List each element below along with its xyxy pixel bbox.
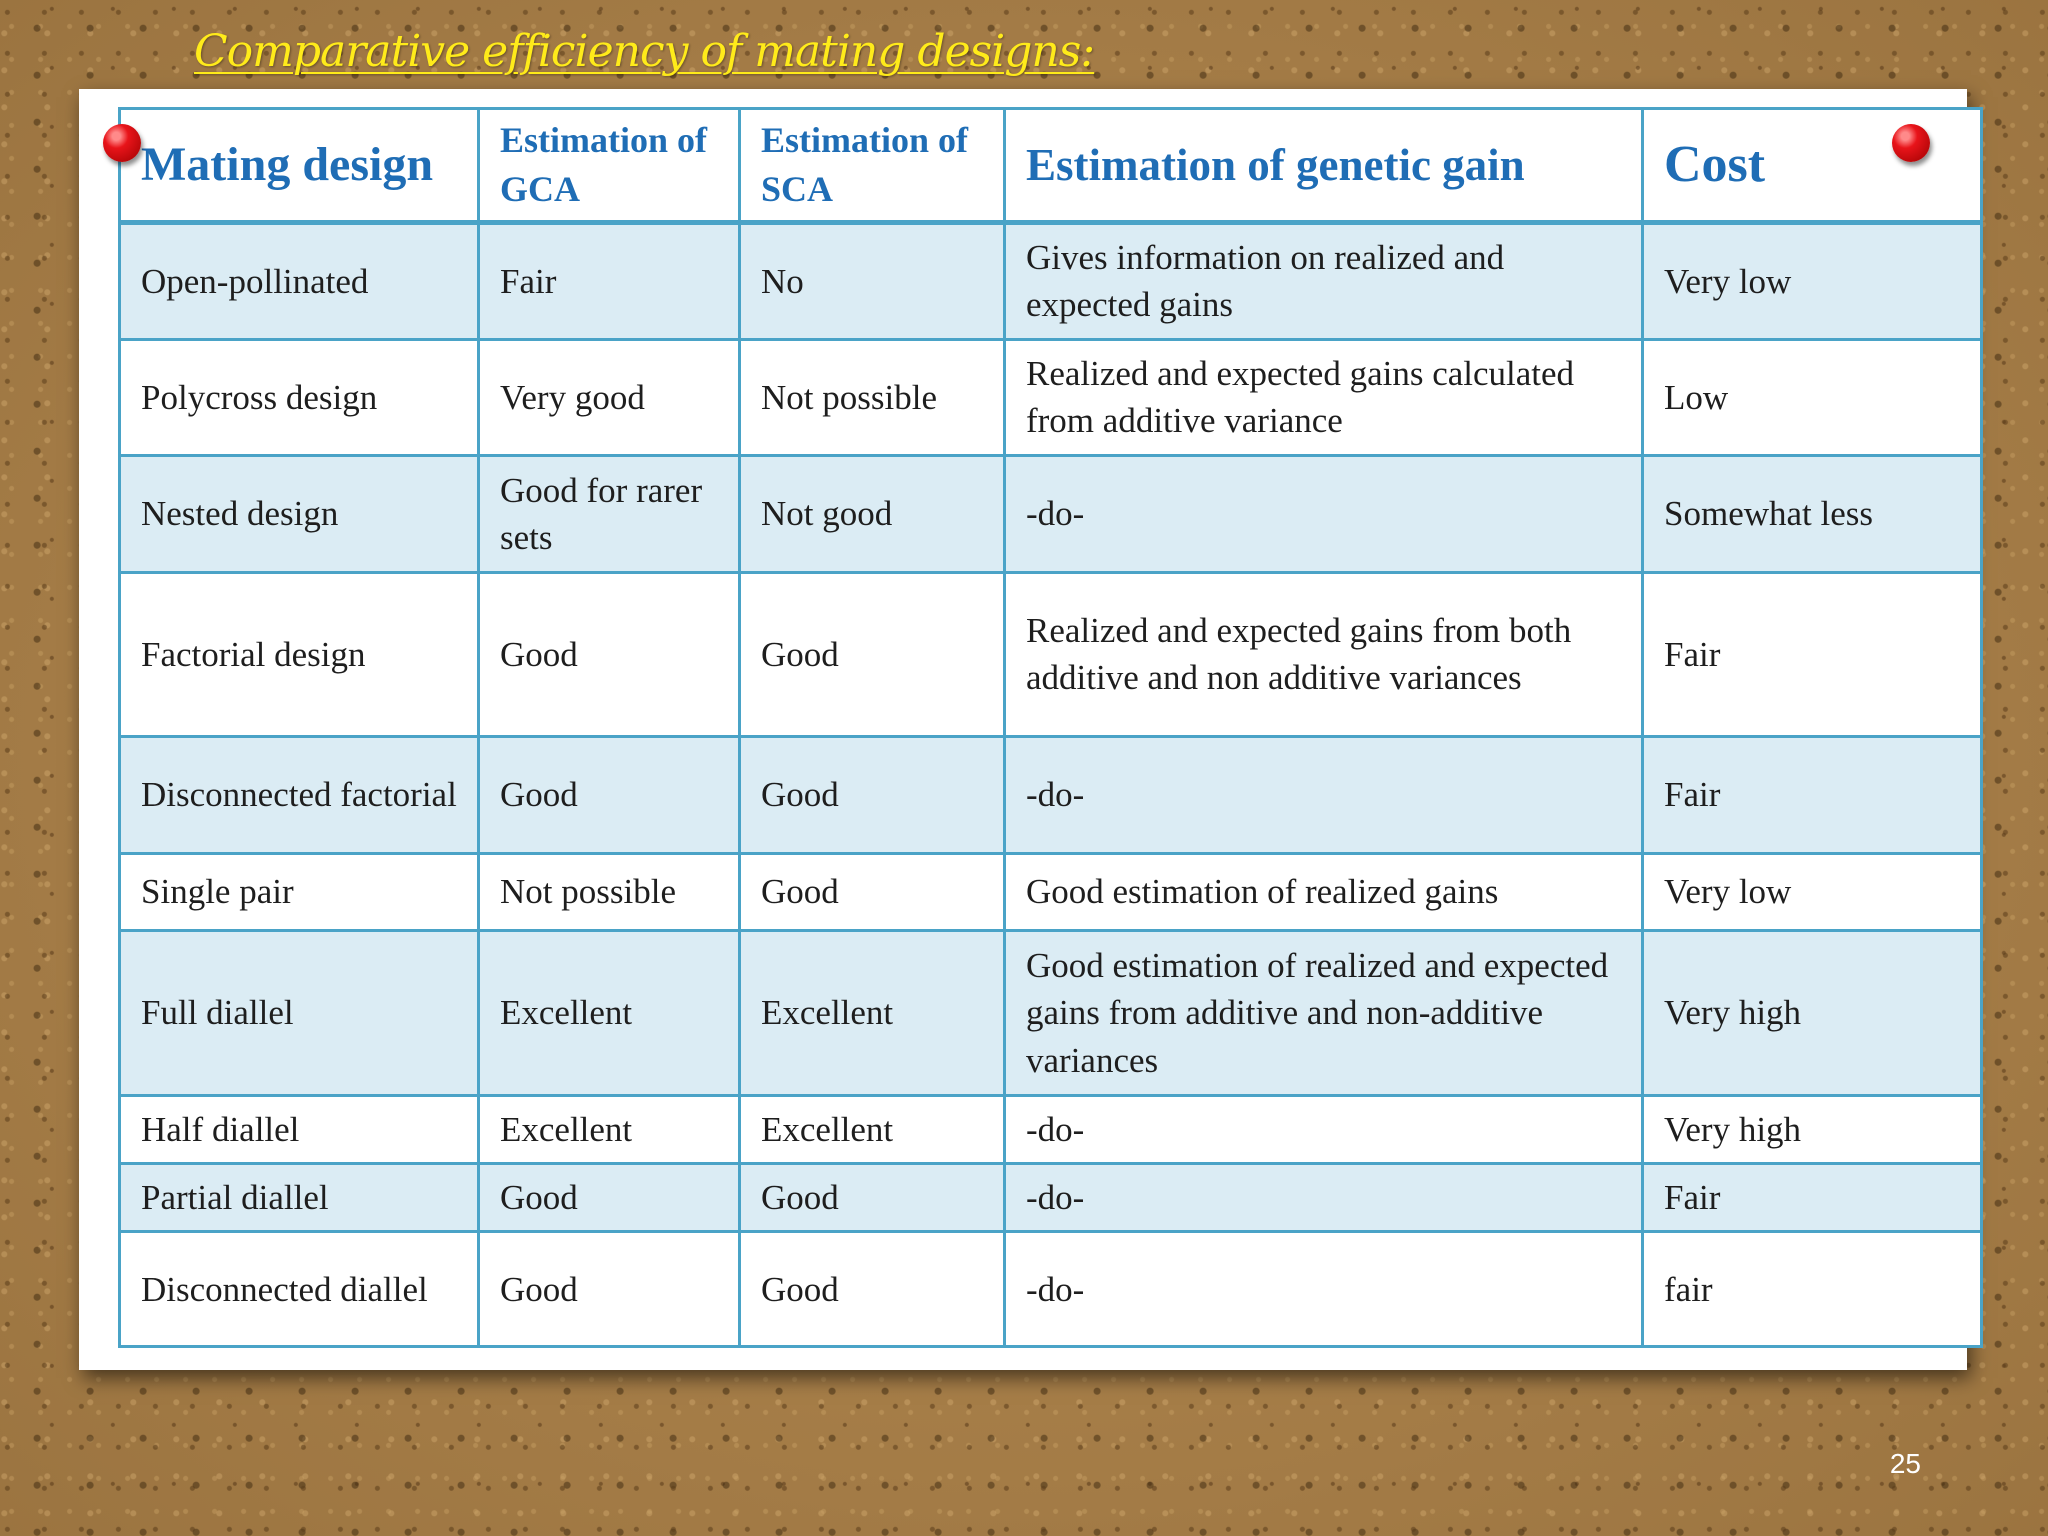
table-row [120, 456, 1982, 573]
cell-mating-design: Disconnected diallel [120, 1232, 479, 1347]
cell-genetic-gain: -do- [1005, 1232, 1643, 1347]
cell-sca: Good [740, 737, 1005, 854]
header-sca: Estimation of SCA [740, 109, 1005, 223]
header-mating-design: Mating design [120, 109, 479, 223]
cell-sca: Excellent [740, 931, 1005, 1096]
cell-cost: Fair [1643, 1164, 1982, 1232]
header-gca: Estimation of GCA [479, 109, 740, 223]
table-row [120, 1095, 1982, 1163]
cell-mating-design: Polycross design [120, 339, 479, 456]
cell-gca: Good [479, 1164, 740, 1232]
page-number: 25 [1889, 1448, 1921, 1479]
mating-designs-table [118, 107, 1983, 1348]
table-row [120, 1164, 1982, 1232]
table-row [120, 572, 1982, 737]
red-pushpin-icon [1892, 124, 1930, 162]
cell-cost: Very low [1643, 853, 1982, 930]
red-pushpin-icon [103, 124, 141, 162]
cell-gca: Not possible [479, 853, 740, 930]
cell-cost: fair [1643, 1232, 1982, 1347]
cell-cost: Fair [1643, 572, 1982, 737]
cell-genetic-gain: -do- [1005, 737, 1643, 854]
cell-mating-design: Partial diallel [120, 1164, 479, 1232]
cell-genetic-gain: Realized and expected gains calculated from additive variance [1005, 339, 1643, 456]
cell-gca: Good [479, 572, 740, 737]
table-row [120, 1232, 1982, 1347]
cell-sca: Good [740, 1164, 1005, 1232]
cell-genetic-gain: Realized and expected gains from both additive and non additive variances [1005, 572, 1643, 737]
cell-genetic-gain: -do- [1005, 1095, 1643, 1163]
table-row [120, 737, 1982, 854]
cell-mating-design: Factorial design [120, 572, 479, 737]
cell-gca: Excellent [479, 931, 740, 1096]
cell-cost: Fair [1643, 737, 1982, 854]
cell-gca: Good for rarer sets [479, 456, 740, 573]
cell-sca: Not possible [740, 339, 1005, 456]
cell-sca: Not good [740, 456, 1005, 573]
cell-mating-design: Open-pollinated [120, 223, 479, 340]
cell-sca: Excellent [740, 1095, 1005, 1163]
cell-mating-design: Half diallel [120, 1095, 479, 1163]
cell-genetic-gain: -do- [1005, 1164, 1643, 1232]
cell-cost: Very high [1643, 931, 1982, 1096]
cell-cost: Very low [1643, 223, 1982, 340]
table-row [120, 853, 1982, 930]
cell-gca: Excellent [479, 1095, 740, 1163]
cell-gca: Fair [479, 223, 740, 340]
cell-gca: Good [479, 737, 740, 854]
cell-gca: Good [479, 1232, 740, 1347]
header-genetic-gain: Estimation of genetic gain [1005, 109, 1643, 223]
header-cost: Cost [1643, 109, 1982, 223]
cell-genetic-gain: Good estimation of realized and expected gains from additive and non-additive variances [1005, 931, 1643, 1096]
cell-genetic-gain: -do- [1005, 456, 1643, 573]
table-header-row [120, 109, 1982, 223]
cell-cost: Somewhat less [1643, 456, 1982, 573]
cell-mating-design: Nested design [120, 456, 479, 573]
table-row [120, 931, 1982, 1096]
cell-mating-design: Disconnected factorial [120, 737, 479, 854]
cell-cost: Very high [1643, 1095, 1982, 1163]
slide-title: Comparative efficiency of mating designs: [194, 26, 1095, 77]
cell-sca: Good [740, 1232, 1005, 1347]
cell-genetic-gain: Gives information on realized and expected gains [1005, 223, 1643, 340]
cell-mating-design: Single pair [120, 853, 479, 930]
table-row [120, 223, 1982, 340]
cell-mating-design: Full diallel [120, 931, 479, 1096]
cell-genetic-gain: Good estimation of realized gains [1005, 853, 1643, 930]
cell-sca: Good [740, 853, 1005, 930]
cell-sca: Good [740, 572, 1005, 737]
cell-gca: Very good [479, 339, 740, 456]
cell-sca: No [740, 223, 1005, 340]
cell-cost: Low [1643, 339, 1982, 456]
table-row [120, 339, 1982, 456]
